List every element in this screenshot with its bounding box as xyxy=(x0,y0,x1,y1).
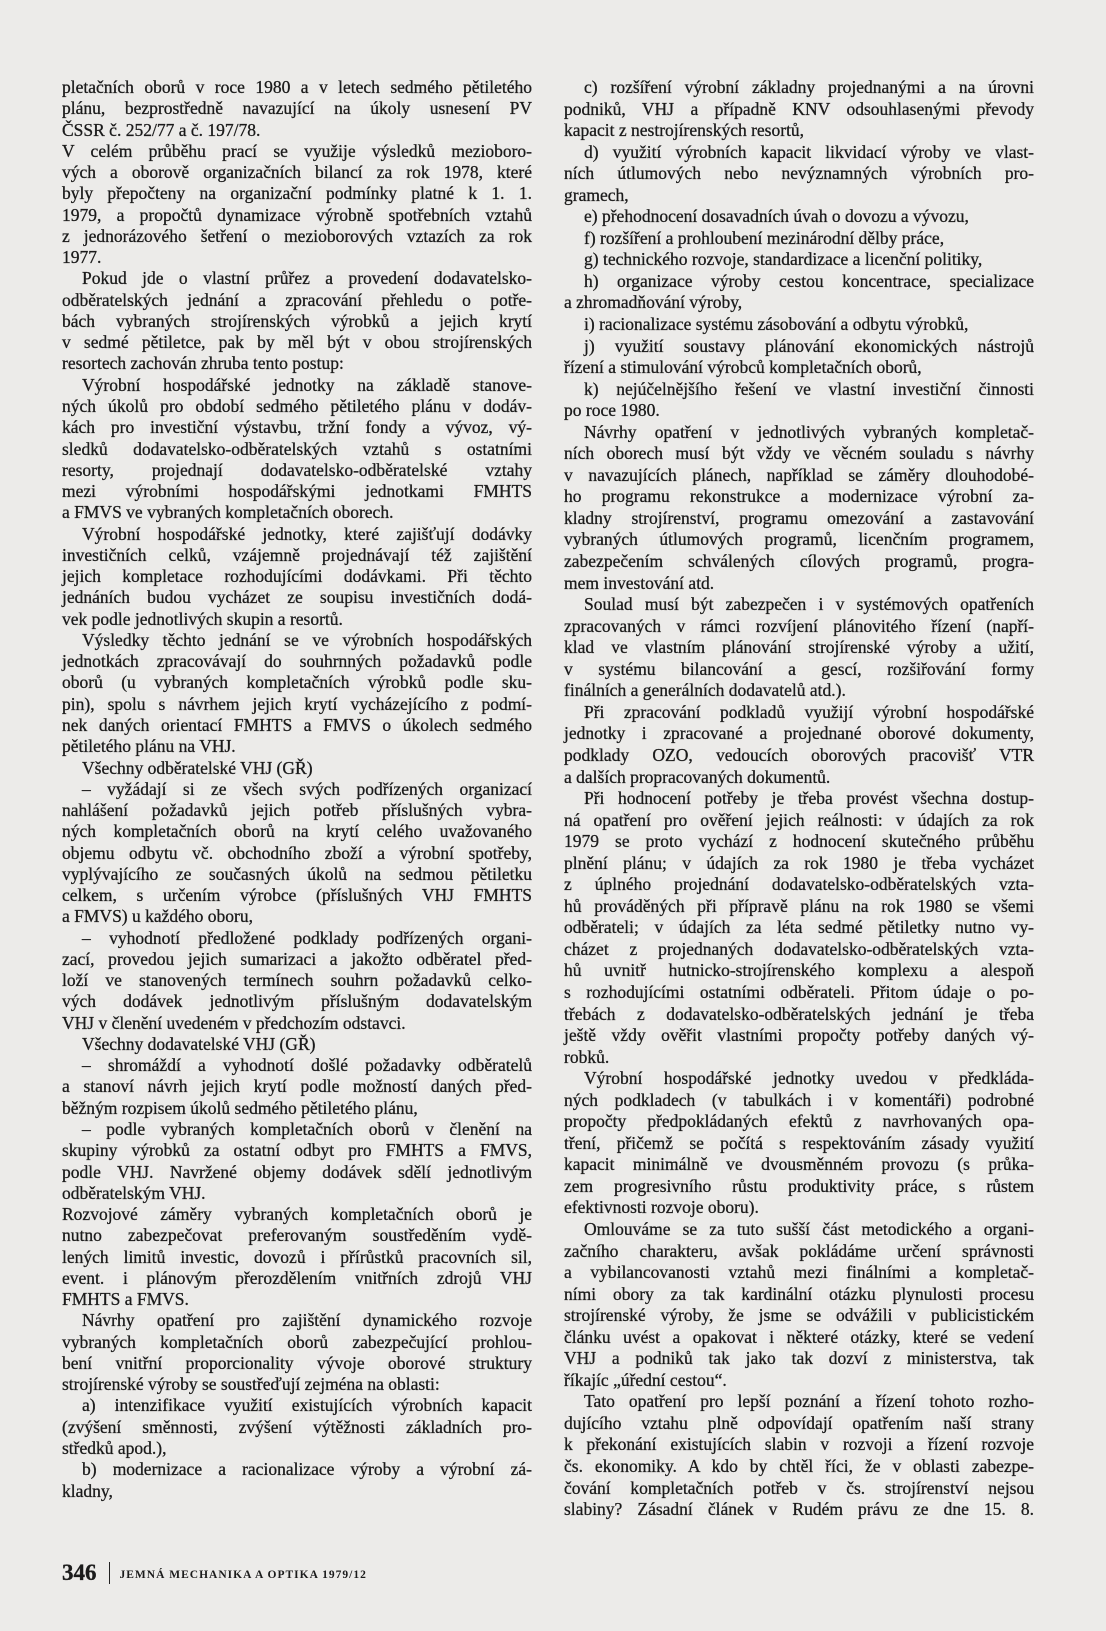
text-line: lených limitů investic, dovozů i přírůstků pracovních sil, xyxy=(62,1246,532,1267)
text-line: kladny, xyxy=(62,1480,113,1501)
text-line: mem investování atd. xyxy=(564,572,715,593)
list-item xyxy=(62,1055,532,1119)
text-line: 1977. xyxy=(62,247,102,268)
text-line: Rozvojové záměry vybraných kompletačních oborů je xyxy=(62,1204,532,1225)
text-line: středků apod.), xyxy=(62,1438,167,1458)
text-line: tření, přičemž se počítá s respektováním zásady využití xyxy=(564,1132,1034,1153)
text-line: jednáních budou vycházet ze soupisu investičních dodá- xyxy=(62,587,532,608)
text-line: Všechny odběratelské VHJ (GŘ) xyxy=(82,757,313,778)
paragraph xyxy=(62,268,532,374)
text-line: jednotky i zpracované a projednané oborové dokumenty, xyxy=(564,723,1034,744)
text-line: kách pro investiční výstavbu, tržní fondy a vývoz, vý- xyxy=(62,417,532,438)
text-line: Tato opatření pro lepší poznání a řízení tohoto rozho- xyxy=(584,1391,1034,1412)
journal-title: JEMNÁ MECHANIKA A OPTIKA 1979/12 xyxy=(119,1569,367,1581)
paragraph xyxy=(62,630,532,758)
text-line: ných podkladech (v tabulkách i v komentáři) podrobné xyxy=(564,1089,1034,1110)
paragraph xyxy=(564,422,1034,594)
list-item xyxy=(564,336,1034,379)
text-line: a dalších propracovaných dokumentů. xyxy=(564,766,831,787)
text-line: k) nejúčelnějšího řešení ve vlastní investiční činnosti xyxy=(584,378,1034,399)
text-line: článku uvést a opakovat i některé otázky, které se vedení xyxy=(564,1326,1034,1347)
text-line: VHJ a podniků tak jako tak dozví z ministerstva, tak xyxy=(564,1348,1034,1369)
list-item xyxy=(62,1395,532,1459)
text-line: a FMVS ve vybraných kompletačních oborech. xyxy=(62,502,394,523)
text-line: plnění plánu; v údajích za rok 1980 je třeba vycházet xyxy=(564,852,1034,873)
text-line: gramech, xyxy=(564,184,629,205)
text-line: kapacit minimálně ve dvousměnném provozu (s průka- xyxy=(564,1154,1034,1175)
text-line: finálních a generálních dodavatelů atd.). xyxy=(564,680,846,701)
text-line: kladny strojírenství, programu omezování a zastavování xyxy=(564,507,1034,528)
text-line: Výrobní hospodářské jednotky, které zajišťují dodávky xyxy=(82,523,532,544)
text-line: a vybilancovanosti vztahů mezi finálními a kompletač- xyxy=(564,1262,1034,1283)
text-line: strojírenské výroby, že jsme se odvážili v publicistickém xyxy=(564,1305,1034,1326)
text-line: g) technického rozvoje, standardizace a licenční politiky, xyxy=(584,249,983,270)
text-line: nutno zabezpečovat preferovaným soustředěním vydě- xyxy=(62,1225,532,1246)
text-line: a FMVS) u každého oboru, xyxy=(62,906,254,927)
text-line: klad ve vlastním plánování strojírenské výroby a užití, xyxy=(564,637,1034,658)
text-line: pin), spolu s návrhem jejich krytí vycházejícího z podmí- xyxy=(62,693,532,714)
text-line: cházet z projednaných dodavatelsko-odběratelských vzta- xyxy=(564,938,1034,959)
list-item xyxy=(564,249,1034,271)
text-line: Pokud jde o vlastní průřez a provedení dodavatelsko- xyxy=(82,268,532,289)
paragraph xyxy=(62,1204,532,1310)
text-line: Při zpracování podkladů využijí výrobní hospodářské xyxy=(584,701,1034,722)
text-line: v navazujících plánech, například se záměry dlouhodobé- xyxy=(564,464,1034,485)
text-line: podklady OZO, vedoucích oborových pracovišť VTR xyxy=(564,744,1034,765)
text-line: Návrhy opatření pro zajištění dynamického rozvoje xyxy=(82,1310,532,1331)
text-line: – podle vybraných kompletačních oborů v členění na xyxy=(82,1119,532,1140)
text-line: VHJ v členění uvedeném v předchozím odstavci. xyxy=(62,1012,406,1033)
text-line: f) rozšíření a prohloubení mezinárodní dělby práce, xyxy=(584,227,945,248)
text-line: bách vybraných strojírenských výrobků a jejich krytí xyxy=(62,310,532,331)
text-line: ných úkolů pro období sedmého pětiletého plánu v dodáv- xyxy=(62,395,532,416)
text-line: říkajíc „úřední cestou“. xyxy=(564,1369,727,1390)
text-line: strojírenské výroby se soustřeďují zejména na oblasti: xyxy=(62,1374,440,1395)
text-line: jejich kompletace rozhodujícími dodávkami. Při těchto xyxy=(62,566,532,587)
paragraph xyxy=(62,1310,532,1395)
text-line: sledků dodavatelsko-odběratelských vztahů s ostatními xyxy=(62,438,532,459)
text-line: plánu, bezprostředně navazující na úkoly usnesení PV xyxy=(62,98,532,119)
text-line: h) organizace výroby cestou koncentrace, specializace xyxy=(584,270,1034,291)
text-line: podle VHJ. Navržené objemy dodávek sdělí jednotlivým xyxy=(62,1161,532,1182)
text-line: bení vnitřní proporcionality vývoje oborové struktury xyxy=(62,1352,532,1373)
text-line: ho programu rekonstrukce a modernizace výrobní za- xyxy=(564,486,1034,507)
text-line: vyplývajícího ze současných úkolů na sedmou pětiletku xyxy=(62,863,532,884)
paragraph xyxy=(564,1219,1034,1391)
list-item xyxy=(564,206,1034,228)
text-line: d) využití výrobních kapacit likvidací výroby ve vlast- xyxy=(584,141,1034,162)
text-line: vých dodávek jednotlivým příslušným dodavatelským xyxy=(62,991,532,1012)
text-line: event. i plánovým přerozdělením vnitřních zdrojů VHJ xyxy=(62,1267,532,1288)
text-line: čs. ekonomiky. A kdo by chtěl říci, že v oblasti zabezpe- xyxy=(564,1456,1034,1476)
text-line: objemu odbytu vč. obchodního zboží a výrobní spotřeby, xyxy=(62,842,532,863)
text-line: Výrobní hospodářské jednotky na základě stanove- xyxy=(82,374,532,395)
text-line: odběratelským VHJ. xyxy=(62,1182,206,1203)
paragraph xyxy=(564,788,1034,1068)
text-line: Výsledky těchto jednání se ve výrobních hospodářských xyxy=(82,629,532,650)
text-line: zací, provedou jejich sumarizaci a jakožto odběratel před- xyxy=(62,948,532,969)
text-line: resorty, projednají dodavatelsko-odběratelské vztahy xyxy=(62,459,532,480)
page-footer xyxy=(62,1556,367,1586)
text-line: FMHTS a FMVS. xyxy=(62,1289,189,1310)
text-line: vých a oborově organizačních bilancí za rok 1978, které xyxy=(62,162,532,183)
paragraph xyxy=(62,758,532,779)
text-line: k překonání existujících slabin v rozvoji a řízení rozvoje xyxy=(564,1434,1034,1455)
text-line: hů prováděných při přípravě plánu na rok 1980 se všemi xyxy=(564,895,1034,916)
text-line: ních útlumových nebo nevýznamných výrobních pro- xyxy=(564,163,1034,184)
text-line: řízení a stimulování výrobců kompletačních oborů, xyxy=(564,357,922,378)
list-item xyxy=(564,77,1034,142)
text-line: zabezpečením schválených cílových programů, progra- xyxy=(564,551,1034,572)
text-line: z jednorázového šetření o mezioborových vztazích za rok xyxy=(62,225,532,246)
text-line: v systému bilancování a gescí, rozšiřování formy xyxy=(564,658,1034,679)
text-line: nahlášení požadavků jejich potřeb příslušných vybra- xyxy=(62,800,532,821)
text-line: Všechny dodavatelské VHJ (GŘ) xyxy=(82,1033,316,1054)
text-line: kapacit z nestrojírenských resortů, xyxy=(564,120,805,141)
text-line: (zvýšení směnnosti, zvýšení výtěžnosti základních pro- xyxy=(62,1416,532,1437)
paragraph xyxy=(564,1068,1034,1219)
text-line: po roce 1980. xyxy=(564,400,660,421)
text-line: a stanoví návrh jejich krytí podle možností daných před- xyxy=(62,1076,532,1097)
text-line: Soulad musí být zabezpečen i v systémových opatřeních xyxy=(584,594,1034,615)
text-line: V celém průběhu prací se využije výsledků mezioboro- xyxy=(62,140,532,161)
text-line: 1979, a propočtů dynamizace výrobně spotřebních vztahů xyxy=(62,204,532,225)
text-line: ČSSR č. 252/77 a č. 197/78. xyxy=(62,119,261,140)
text-line: podniků, VHJ a případně KNV odsouhlasenými převody xyxy=(564,98,1034,119)
text-line: hů uvnitř hutnicko-strojírenského komplexu a alespoň xyxy=(564,960,1034,981)
left-column xyxy=(62,77,532,1502)
list-item xyxy=(564,142,1034,207)
text-line: zpracovaných v rámci rozvíjení plánovitého řízení (napří- xyxy=(564,615,1034,636)
paragraph xyxy=(564,594,1034,702)
text-line: c) rozšíření výrobní základny projednanými a na úrovni xyxy=(584,77,1034,97)
list-item xyxy=(564,271,1034,314)
text-line: slabiny? Zásadní článek v Rudém právu ze dne 15. 8. xyxy=(564,1499,1034,1520)
list-item xyxy=(62,1119,532,1204)
text-line: b) modernizace a racionalizace výroby a výrobní zá- xyxy=(82,1459,532,1480)
text-line: a) intenzifikace využití existujících výrobních kapacit xyxy=(82,1395,532,1416)
text-line: Při hodnocení potřeby je třeba provést všechna dostup- xyxy=(584,788,1034,809)
text-line: j) využití soustavy plánování ekonomických nástrojů xyxy=(584,335,1034,356)
paragraph xyxy=(62,375,532,524)
text-line: robků. xyxy=(564,1046,610,1067)
page-number: 346 xyxy=(62,1560,97,1585)
text-line: byly přepočteny na organizační podmínky platné k 1. 1. xyxy=(62,183,532,204)
paragraph xyxy=(564,1391,1034,1520)
text-line: ných kompletačních oborů na krytí celého uvažovaného xyxy=(62,821,532,842)
text-line: celkem, s určením výrobce (příslušných VHJ FMHTS xyxy=(62,885,532,906)
text-line: odběrateli; v údajích za léta sedmé pětiletky nutno vy- xyxy=(564,917,1034,938)
text-line: mezi výrobními hospodářskými jednotkami FMHTS xyxy=(62,481,532,502)
text-line: oborů (u vybraných kompletačních výrobků podle sku- xyxy=(62,672,532,693)
paragraph xyxy=(564,702,1034,788)
paragraph xyxy=(62,77,532,141)
text-line: ními obory za tak kardinální otázku plynulosti procesu xyxy=(564,1283,1034,1304)
text-line: 1979 se proto vychází z hodnocení skutečného průběhu xyxy=(564,831,1034,852)
text-line: jednotkách zpracovávají do souhrnných požadavků podle xyxy=(62,651,532,672)
text-line: zem progresivního růstu produktivity práce, s růstem xyxy=(564,1175,1034,1196)
list-item xyxy=(564,228,1034,250)
text-line: loží ve stanovených termínech souhrn požadavků celko- xyxy=(62,970,532,991)
text-line: a zhromadňování výroby, xyxy=(564,292,743,313)
text-line: Omlouváme se za tuto sušší část metodického a organi- xyxy=(584,1218,1034,1239)
footer-separator-rule xyxy=(109,1562,110,1584)
text-line: začního charakteru, avšak pokládáme určení správnosti xyxy=(564,1240,1034,1261)
text-line: efektivnosti rozvoje oboru). xyxy=(564,1197,759,1218)
text-line: investičních celků, vzájemně projednávají též zajištění xyxy=(62,544,532,565)
text-line: odběratelských jednání a zpracování přehledu o potře- xyxy=(62,289,532,310)
list-item xyxy=(62,928,532,1034)
text-line: propočty předpokládaných efektů z navrhovaných opa- xyxy=(564,1111,1034,1132)
text-line: ještě vždy ověřit vlastními propočty potřeby daných vý- xyxy=(564,1025,1034,1046)
text-line: vek podle jednotlivých skupin a resortů. xyxy=(62,608,343,629)
paragraph xyxy=(62,141,532,269)
text-line: Výrobní hospodářské jednotky uvedou v předkláda- xyxy=(584,1068,1034,1089)
text-line: s rozhodujícími ostatními odběrateli. Přitom údaje o po- xyxy=(564,981,1034,1002)
text-line: vybraných kompletačních oborů zabezpečující prohlou- xyxy=(62,1331,532,1352)
right-column xyxy=(564,77,1034,1521)
text-line: nek daných orientací FMHTS a FMVS o úkolech sedmého xyxy=(62,714,532,735)
list-item xyxy=(62,779,532,928)
list-item xyxy=(62,1459,532,1502)
text-line: e) přehodnocení dosavadních úvah o dovozu a vývozu, xyxy=(584,206,969,227)
text-line: v sedmé pětiletce, pak by měl být v obou strojírenských xyxy=(62,332,532,353)
text-line: pletačních oborů v roce 1980 a v letech sedmého pětiletého xyxy=(62,77,532,97)
text-line: skupiny výrobků za ostatní odbyt pro FMHTS a FMVS, xyxy=(62,1140,532,1161)
text-line: pětiletého plánu na VHJ. xyxy=(62,736,236,757)
text-line: běžným rozpisem úkolů sedmého pětiletého plánu, xyxy=(62,1097,418,1118)
list-item xyxy=(564,314,1034,336)
paragraph xyxy=(62,524,532,630)
text-line: dujícího vztahu plně odpovídají opatřením naší strany xyxy=(564,1412,1034,1433)
text-line: Návrhy opatření v jednotlivých vybraných kompletač- xyxy=(584,421,1034,442)
text-line: třebách z dodavatelsko-odběratelských jednání je třeba xyxy=(564,1003,1034,1024)
text-line: – vyžádají si ze všech svých podřízených organizací xyxy=(82,778,532,799)
text-line: vybraných útlumových programů, licenčním programem, xyxy=(564,529,1034,550)
text-line: z úplného projednání dodavatelsko-odběratelských vzta- xyxy=(564,874,1034,895)
text-line: čování kompletačních potřeb v čs. strojírenství nejsou xyxy=(564,1477,1034,1498)
list-item xyxy=(564,379,1034,422)
text-line: – vyhodnotí předložené podklady podřízených organi- xyxy=(82,927,532,948)
text-line: resortech zachován zhruba tento postup: xyxy=(62,353,344,374)
paragraph xyxy=(62,1034,532,1055)
text-line: i) racionalizace systému zásobování a odbytu výrobků, xyxy=(584,314,969,335)
text-line: – shromáždí a vyhodnotí došlé požadavky odběratelů xyxy=(82,1055,532,1076)
text-line: ná opatření pro ověření jejich reálnosti: v údajích za rok xyxy=(564,809,1034,830)
text-line: ních oborech musí být vždy ve věcném souladu s návrhy xyxy=(564,443,1034,464)
